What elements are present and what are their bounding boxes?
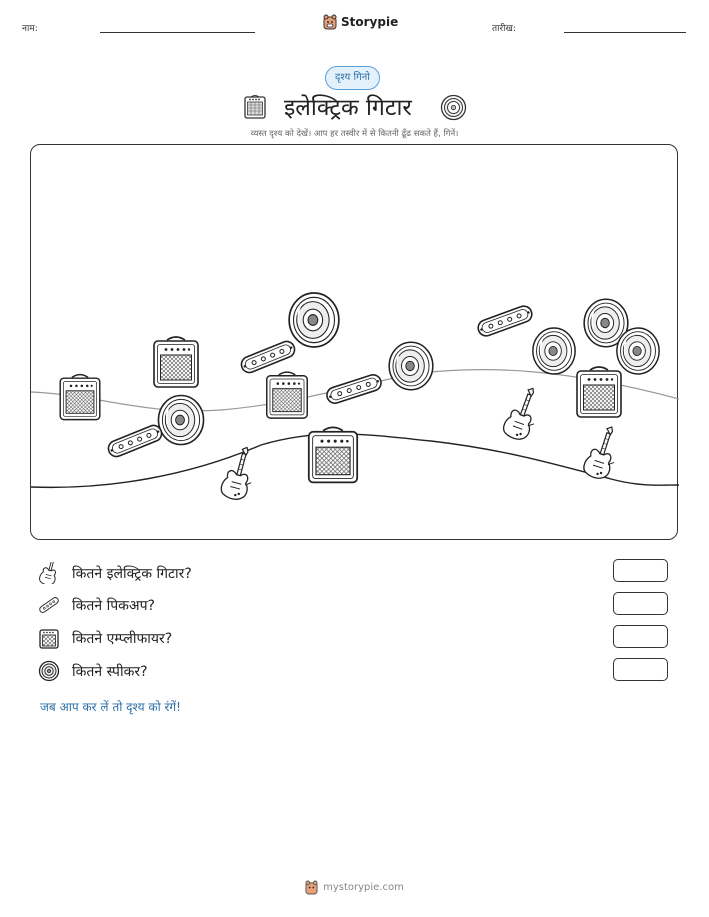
date-line[interactable] xyxy=(564,32,686,33)
footer xyxy=(0,880,709,895)
instructions: व्यस्त दृश्य को देखें। आप हर तस्वीर में से कितनी ढूँढ सकते हैं, गिनें। xyxy=(250,129,459,139)
brand-logo xyxy=(323,14,398,30)
coloring-instruction: जब आप कर लें तो दृश्य को रंगें! xyxy=(40,700,181,714)
guitar-icon xyxy=(38,562,60,584)
amplifier-2 xyxy=(60,375,100,420)
mascot-icon xyxy=(305,880,318,895)
speaker-2 xyxy=(158,396,203,445)
pickup-3 xyxy=(106,423,164,459)
speaker-icon xyxy=(440,94,467,121)
speaker-3 xyxy=(389,342,433,390)
speaker-icon xyxy=(38,660,60,682)
mascot-icon xyxy=(323,14,337,30)
amplifier-4 xyxy=(309,427,357,482)
question-row-1 xyxy=(38,561,192,585)
pickup-4 xyxy=(476,304,534,338)
amplifier-1 xyxy=(154,337,198,387)
pickup-2 xyxy=(325,373,383,406)
page-title: इलेक्ट्रिक गिटार xyxy=(284,95,412,121)
question-row-4 xyxy=(38,659,148,683)
pickup-icon xyxy=(38,594,60,616)
question-text: कितने इलेक्ट्रिक गिटार? xyxy=(72,565,192,582)
question-text: कितने स्पीकर? xyxy=(72,663,148,680)
guitar-1 xyxy=(219,444,259,503)
amplifier-3 xyxy=(267,372,307,418)
question-row-3 xyxy=(38,626,172,650)
amplifier-icon xyxy=(244,94,266,119)
question-text: कितने एम्प्लीफायर? xyxy=(72,630,173,647)
date-label: तारीख: xyxy=(492,24,516,34)
speaker-4 xyxy=(533,328,575,374)
speaker-6 xyxy=(617,328,659,374)
footer-url[interactable]: mystorypie.com xyxy=(323,882,404,893)
guitar-3 xyxy=(581,423,624,482)
question-text: कितने पिकअप? xyxy=(72,597,155,614)
amplifier-icon xyxy=(38,627,60,649)
question-row-2 xyxy=(38,593,155,617)
answer-box-guitar[interactable] xyxy=(613,559,668,582)
guitar-2 xyxy=(501,383,545,443)
amplifier-5 xyxy=(577,367,621,417)
brand-name: Storypie xyxy=(341,15,399,29)
answer-box-pickup[interactable] xyxy=(613,592,668,615)
answer-box-speaker[interactable] xyxy=(613,658,668,681)
speaker-1 xyxy=(289,293,339,347)
pickup-1 xyxy=(239,339,297,375)
name-label: नाम: xyxy=(22,24,38,34)
activity-badge: दृश्य गिनो xyxy=(325,66,380,90)
answer-box-amplifier[interactable] xyxy=(613,625,668,648)
busy-scene xyxy=(30,144,678,540)
scene-art xyxy=(31,145,679,541)
name-line[interactable] xyxy=(100,32,255,33)
